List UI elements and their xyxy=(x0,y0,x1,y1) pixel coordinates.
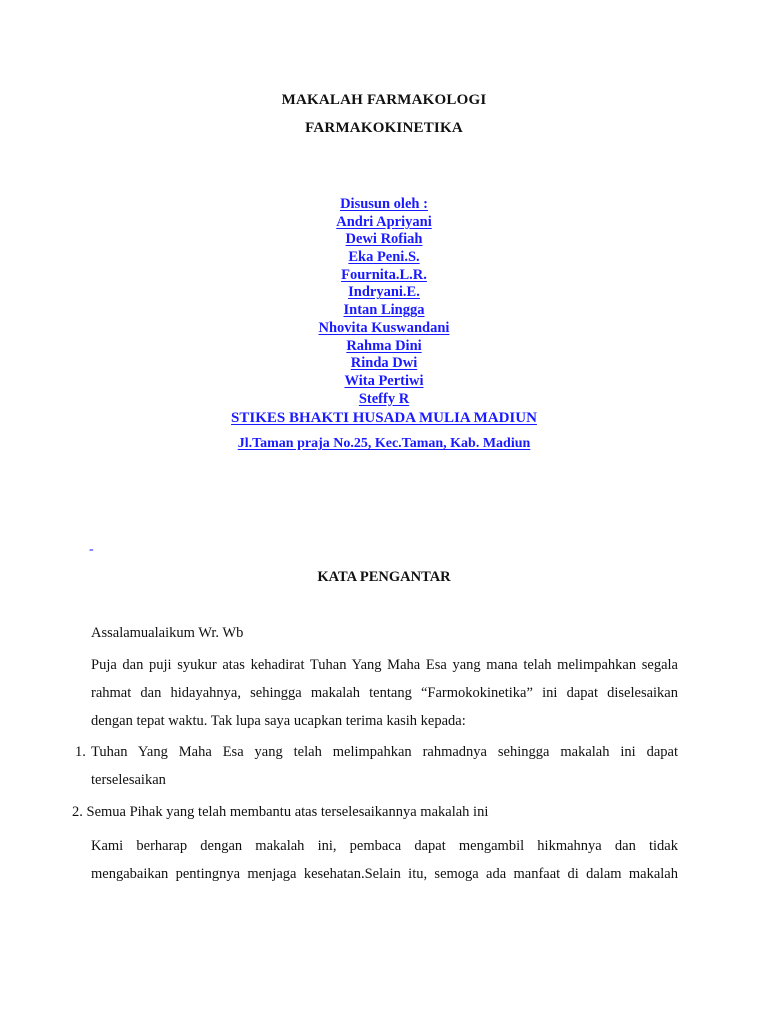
list-number: 1. xyxy=(75,744,86,760)
paragraph-line: dengan tepat waktu. Tak lupa saya ucapkan terima kasih kepada: xyxy=(91,713,466,729)
institution-name[interactable]: STIKES BHAKTI HUSADA MULIA MADIUN xyxy=(231,410,537,427)
author-name[interactable]: Eka Peni.S. xyxy=(348,249,420,266)
author-name[interactable]: Nhovita Kuswandani xyxy=(318,319,450,336)
author-name[interactable]: Fournita.L.R. xyxy=(341,266,427,283)
author-name[interactable]: Wita Pertiwi xyxy=(344,372,424,389)
author-name[interactable]: Indryani.E. xyxy=(348,284,420,301)
list-item-line: Tuhan Yang Maha Esa yang telah melimpahkan rahmadnya sehingga makalah ini dapat xyxy=(91,744,678,760)
paragraph-line: rahmat dan hidayahnya, sehingga makalah tentang “Farmokokinetika” ini dapat diselesaikan xyxy=(91,685,678,701)
author-name[interactable]: Rahma Dini xyxy=(346,337,422,354)
document-subtitle: FARMAKOKINETIKA xyxy=(305,120,463,136)
author-name[interactable]: Andri Apriyani xyxy=(336,213,432,230)
institution-address[interactable]: Jl.Taman praja No.25, Kec.Taman, Kab. Madiun xyxy=(237,436,531,452)
list-item xyxy=(72,738,678,794)
paragraph-line: Puja dan puji syukur atas kehadirat Tuhan Yang Maha Esa yang mana telah melimpahkan segala xyxy=(91,657,678,673)
list-item-line: terselesaikan xyxy=(91,772,166,788)
separator-mark: - xyxy=(89,542,94,557)
greeting: Assalamualaikum Wr. Wb xyxy=(91,625,244,641)
paragraph-intro xyxy=(91,651,678,735)
author-name[interactable]: Intan Lingga xyxy=(343,302,425,319)
paragraph-line: Kami berharap dengan makalah ini, pembaca dapat mengambil hikmahnya dan tidak xyxy=(91,838,678,854)
author-name[interactable]: Dewi Rofiah xyxy=(345,231,423,248)
author-block xyxy=(0,196,768,455)
paragraph-closing xyxy=(91,832,678,888)
authors-label[interactable]: Disusun oleh : xyxy=(340,196,428,212)
section-heading: KATA PENGANTAR xyxy=(317,569,451,585)
author-name[interactable]: Steffy R xyxy=(358,390,410,407)
author-name[interactable]: Rinda Dwi xyxy=(350,355,418,372)
list-item: 2. Semua Pihak yang telah membantu atas terselesaikannya makalah ini xyxy=(72,804,489,820)
paragraph-line: mengabaikan pentingnya menjaga kesehatan.Selain itu, semoga ada manfaat di dalam makalah xyxy=(91,866,678,882)
document-title: MAKALAH FARMAKOLOGI xyxy=(281,92,487,108)
